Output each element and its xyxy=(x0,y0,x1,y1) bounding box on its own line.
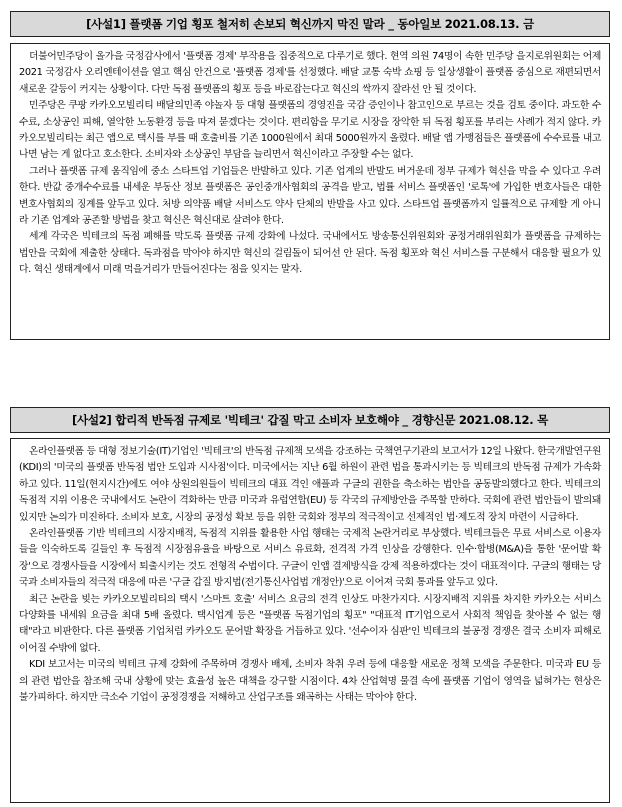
editorial-1-body xyxy=(10,43,610,340)
editorial-2-paragraph: 최근 논란을 빚는 카카오모빌리티의 택시 '스마트 호출' 서비스 요금의 전격 인상도 마찬가지다. 시장지배적 지위를 차지한 카카오는 서비스 다양화를 내세워 요금을 최대 5배 올렸다. 택시업계 등은 "플랫폼 독점기업의 횡포" "대표적 IT기업으로서 사회적 책임을 찾아볼 수 없는 행태"라고 비판한다. 다른 플랫폼 기업처럼 카카오도 문어발 확장을 거듭하고 있다. '선수이자 심판'인 빅테크의 불공정 경쟁은 결국 소비자 피해로 이어질 수밖에 없다. xyxy=(19,593,601,654)
editorial-2-paragraph: KDI 보고서는 미국의 빅테크 규제 강화에 주목하며 경쟁사 배제, 소비자 착취 우려 등에 대응할 새로운 정책 모색을 주문한다. 미국과 EU 등의 관련 법안을 참조해 국내 상황에 맞는 효율성 높은 대책을 강구할 시점이다. 4차 산업혁명 물결 속에 플랫폼 기업이 영역을 넓혀가는 현상은 불가피하다. 하지만 극소수 기업이 공정경쟁을 저해하고 산업구조를 왜곡하는 사태는 막아야 한다. xyxy=(19,659,601,704)
editorial-1-title: [사설1] 플랫폼 기업 횡포 철저히 손보되 혁신까지 막진 말라 _ 동아일보 2021.08.13. 금 xyxy=(10,11,610,37)
editorial-2-title: [사설2] 합리적 반독점 규제로 '빅테크' 갑질 막고 소비자 보호해야 _ 경향신문 2021.08.12. 목 xyxy=(10,407,610,433)
editorial-1-paragraph: 세계 각국은 빅테크의 독점 폐해를 막도록 플랫폼 규제 강화에 나섰다. 국내에서도 방송통신위원회와 공정거래위원회가 플랫폼을 규제하는 법안을 국회에 제출한 상태다. 독과점을 막아야 하지만 혁신의 걸림돌이 되어선 안 된다. 독점 횡포와 혁신 서비스를 구분해서 대응할 필요가 있다. 혁신 생태계에서 미래 먹을거리가 만들어진다는 점을 잊지는 말자. xyxy=(19,231,601,276)
editorial-2-paragraph: 온라인플랫폼 기반 빅테크의 시장지배적, 독점적 지위를 활용한 사업 행태는 국제적 논란거리로 부상했다. 빅테크들은 무료 서비스로 이용자들을 익숙하도록 길들인 후 독점적 시장점유율을 바탕으로 서비스 유료화, 전격적 가격 인상을 강행한다. 인수·합병(M&A)을 통한 '문어발 확장'으로 경쟁사들을 시장에서 퇴출시키는 것도 전형적 수법이다. 구글이 인앱 결제방식을 강제 적용하겠다는 것이 대표적이다. 구글의 행태는 당국과 소비자들의 적극적 대응에 따른 '구글 갑질 방지법(전기통신사업법 개정안)'으로 이어져 국회 통과를 앞두고 있다. xyxy=(19,528,601,589)
editorial-1-paragraph: 더불어민주당이 올가을 국정감사에서 '플랫폼 경제' 부작용을 집중적으로 다루기로 했다. 현역 의원 74명이 속한 민주당 을지로위원회는 어제 2021 국정감사 오리엔테이션을 열고 핵심 안건으로 '플랫폼 경제'를 선정했다. 배달 교통 숙박 쇼핑 등 일상생활이 플랫폼 중심으로 재편되면서 새로운 갈등이 커지는 상황이다. 다만 독점 플랫폼의 횡포 등을 바로잡는다고 혁신의 싹까지 잘라선 안 될 것이다. xyxy=(19,51,601,95)
editorial-2-body xyxy=(10,438,610,803)
editorial-2-paragraph: 온라인플랫폼 등 대형 정보기술(IT)기업인 '빅테크'의 반독점 규제책 모색을 강조하는 국책연구기관의 보고서가 12일 나왔다. 한국개발연구원(KDI)의 '미국의 플랫폼 반독점 법안 도입과 시사점'이다. 미국에서는 지난 6월 하원이 관련 법을 통과시키는 등 빅테크의 반독점 규제가 가속화하고 있다. 11일(현지시간)에도 여야 상원의원들이 빅테크의 대표 격인 애플과 구글의 권한을 축소하는 법안을 공동발의했다고 한다. 빅테크의 독점적 지위 이용은 국내에서도 논란이 격화하는 만큼 미국과 유럽연합(EU) 등 각국의 규제방안을 주목할 만하다. 국회에 관련 법안들이 발의돼 있지만 논의가 미진하다. 소비자 보호, 시장의 공정성 확보 등을 위한 국회와 정부의 적극적이고 선제적인 법·제도적 장치 마련이 시급하다. xyxy=(19,446,601,523)
editorial-1-paragraph: 그러나 플랫폼 규제 움직임에 중소 스타트업 기업들은 반발하고 있다. 기존 업계의 반발도 버거운데 정부 규제가 혁신을 막을 수 있다고 우려한다. 반값 중개수수료를 내세운 부동산 정보 플랫폼은 공인중개사협회의 공격을 받고, 법률 서비스 플랫폼인 '로톡'에 가입한 변호사들은 대한변호사협회의 징계를 앞두고 있다. 처방 의약품 배달 서비스도 약사 단체의 반발을 사고 있다. 스타트업 플랫폼까지 일률적으로 규제할 게 아니라 기존 업계와 공존할 방법을 찾고 혁신은 혁신대로 살려야 한다. xyxy=(19,165,601,227)
editorial-1-paragraph: 민주당은 쿠팡 카카오모빌리티 배달의민족 야놀자 등 대형 플랫폼의 경영진을 국감 증인이나 참고인으로 부르는 것을 검토 중이다. 과도한 수수료, 소상공인 피해, 열악한 노동환경 등을 따져 묻겠다는 것이다. 편리함을 무기로 시장을 장악한 뒤 독점 횡포를 부리는 사례가 적지 않다. 카카오모빌리티는 최근 앱으로 택시를 부를 때 호출비를 기존 1000원에서 최대 5000원까지 올렸다. 배달 앱 가맹점들은 플랫폼에 수수료를 내고 나면 남는 게 없다고 호소한다. 소비자와 소상공인 부담을 늘리면서 혁신이라고 주장할 수는 없다. xyxy=(19,100,601,161)
